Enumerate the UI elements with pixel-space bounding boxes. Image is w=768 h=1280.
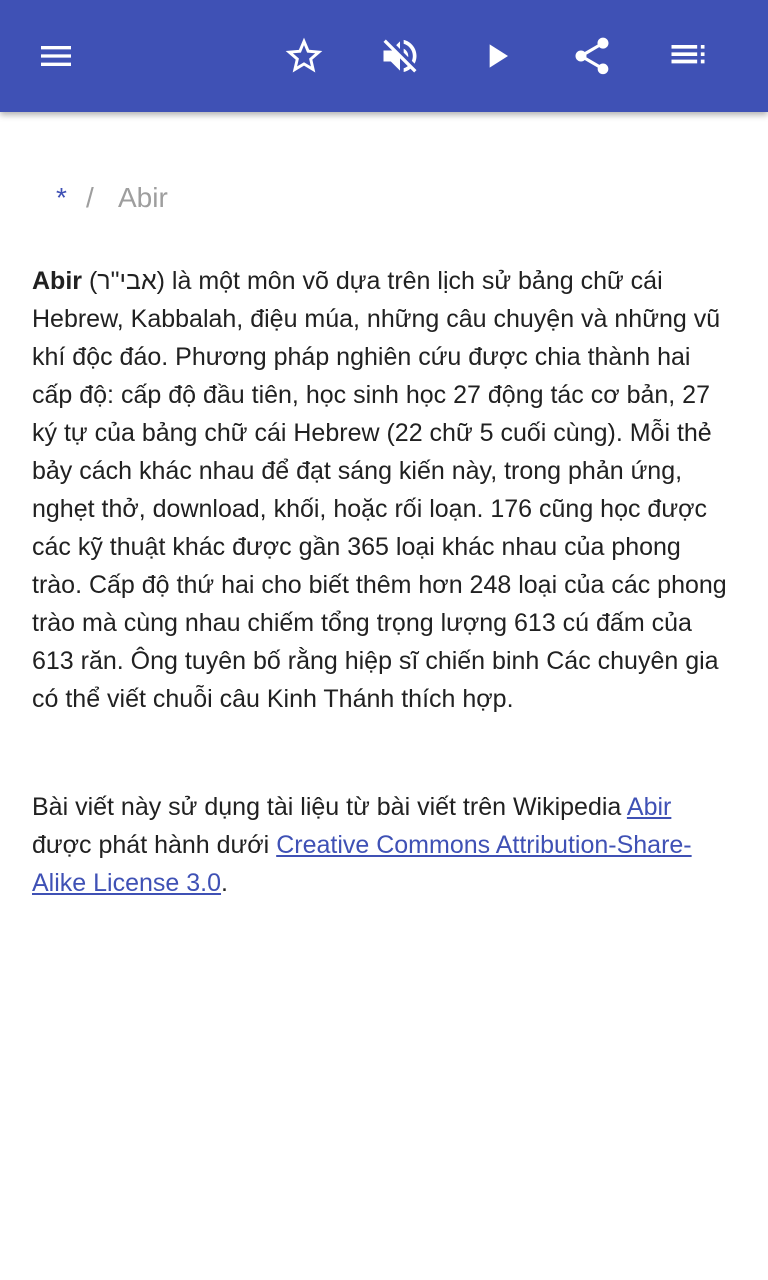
play-icon xyxy=(478,36,518,76)
contents-button[interactable] xyxy=(660,28,716,84)
breadcrumb-root-link[interactable]: * xyxy=(56,182,67,213)
attribution-middle: được phát hành dưới xyxy=(32,831,277,859)
breadcrumb-separator: / xyxy=(86,182,94,213)
favorite-button[interactable] xyxy=(276,28,332,84)
share-icon xyxy=(570,34,614,78)
play-button[interactable] xyxy=(470,28,526,84)
open-paren: ( xyxy=(82,267,98,295)
volume-off-icon xyxy=(378,34,422,78)
article-title-term: Abir xyxy=(32,267,82,295)
breadcrumb-current: Abir xyxy=(118,182,168,213)
breadcrumb xyxy=(32,178,736,218)
playlist-icon xyxy=(666,34,710,78)
attribution-prefix: Bài viết này sử dụng tài liệu từ bài viết trên Wikipedia xyxy=(32,793,627,821)
share-button[interactable] xyxy=(564,28,620,84)
license-link[interactable]: Creative Commons Attribution-Share-Alike License 3.0 xyxy=(32,831,692,897)
mute-button[interactable] xyxy=(372,28,428,84)
menu-button[interactable] xyxy=(28,28,84,84)
article-body xyxy=(32,262,736,718)
wikipedia-article-link[interactable]: Abir xyxy=(626,793,672,821)
main-content xyxy=(32,112,736,902)
attribution-suffix: . xyxy=(221,869,228,897)
hebrew-name: אבי"ר xyxy=(97,267,157,295)
attribution-footer xyxy=(32,788,736,902)
star-outline-icon xyxy=(282,34,326,78)
menu-icon xyxy=(36,36,76,76)
app-toolbar xyxy=(0,0,768,112)
article-text: ) là một môn võ dựa trên lịch sử bảng chữ cái Hebrew, Kabbalah, điệu múa, những câu chuyện và những vũ khí độc đáo. Phương pháp nghiên cứu được chia thành hai cấp độ: cấp độ đầu tiên, học sinh học 27 động tác cơ bản, 27 ký tự của bảng chữ cái Hebrew (22 chữ 5 cuối cùng). Mỗi thẻ bảy cách khác nhau để đạt sáng kiến này, trong phản ứng, nghẹt thở, download, khối, hoặc rối loạn. 176 cũng học được các kỹ thuật khác được gần 365 loại khác nhau của phong trào. Cấp độ thứ hai cho biết thêm hơn 248 loại của các phong trào mà cùng nhau chiếm tổng trọng lượng 613 cú đấm của 613 răn. Ông tuyên bố rằng hiệp sĩ chiến binh Các chuyên gia có thể viết chuỗi câu Kinh Thánh thích hợp. xyxy=(32,267,727,713)
